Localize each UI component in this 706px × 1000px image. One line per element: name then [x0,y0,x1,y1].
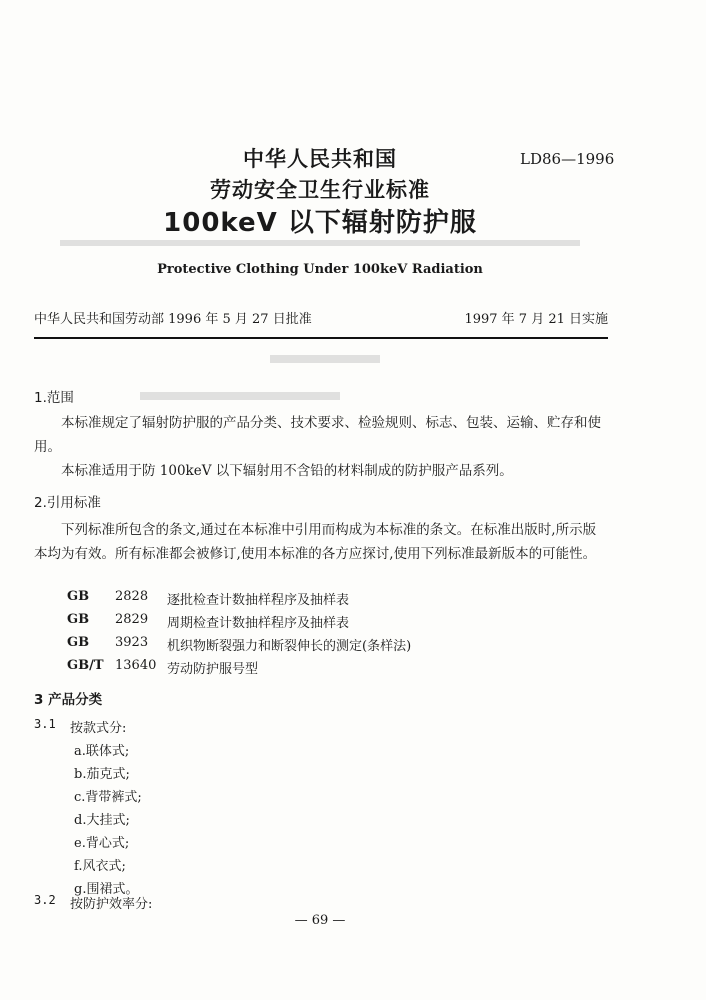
title-country: 中华人民共和国 [243,147,397,171]
reference-title: 机织物断裂强力和断裂伸长的测定(条样法) [167,639,412,654]
reference-number: 2828 [115,589,149,604]
subsection-3-1 [34,717,126,736]
scan-noise [270,355,380,363]
reference-title: 劳动防护服号型 [167,662,259,677]
scan-noise [60,240,580,246]
reference-item [67,589,349,608]
style-item: e.背心式; [74,836,130,851]
standard-code: LD86—1996 [520,150,615,168]
reference-code: GB [67,635,90,650]
section-1-heading: 1.范围 [34,390,74,406]
title-document: 100keV 以下辐射防护服 [163,208,477,238]
style-item: c.背带裤式; [74,790,142,805]
style-item: f.风衣式; [74,859,126,874]
implementation-date: 1997 年 7 月 21 日实施 [464,312,608,327]
reference-title: 逐批检查计数抽样程序及抽样表 [167,593,350,608]
style-item: g.围裙式。 [74,882,139,897]
reference-number: 2829 [115,612,149,627]
reference-title: 周期检查计数抽样程序及抽样表 [167,616,350,631]
subsection-number: 3.1 [34,717,56,731]
reference-item [67,635,411,654]
style-item: a.联体式; [74,744,130,759]
section-2-paragraph: 下列标准所包含的条文,通过在本标准中引用而构成为本标准的条文。在标准出版时,所示版本均为有效。所有标准都会被修订,使用本标准的各方应探讨,使用下列标准最新版本的可能性。 [34,522,597,562]
section-2-heading: 2.引用标准 [34,495,101,511]
scan-noise [140,392,340,400]
reference-code: GB [67,612,90,627]
section-1-paragraph-1: 本标准规定了辐射防护服的产品分类、技术要求、检验规则、标志、包装、运输、贮存和使用。 [34,415,601,455]
section-1-paragraph-2: 本标准适用于防 100keV 以下辐射用不含铅的材料制成的防护服产品系列。 [61,463,513,479]
english-title: Protective Clothing Under 100keV Radiation [157,262,483,277]
style-item: b.茄克式; [74,767,130,782]
reference-code: GB [67,589,90,604]
subsection-number: 3.2 [34,893,56,907]
reference-item [67,612,349,631]
reference-code: GB/T [67,658,104,673]
reference-item [67,658,258,677]
section-3-heading: 3 产品分类 [34,692,103,708]
subsection-text: 按防护效率分: [70,897,153,912]
reference-number: 13640 [115,658,157,673]
style-item: d.大挂式; [74,813,130,828]
approval-line: 中华人民共和国劳动部 1996 年 5 月 27 日批准 [34,312,312,327]
title-standard-type: 劳动安全卫生行业标准 [210,178,430,202]
subsection-text: 按款式分: [70,721,127,736]
subsection-3-2 [34,893,152,912]
header-divider [34,337,608,339]
page-number: — 69 — [294,913,346,928]
reference-number: 3923 [115,635,149,650]
